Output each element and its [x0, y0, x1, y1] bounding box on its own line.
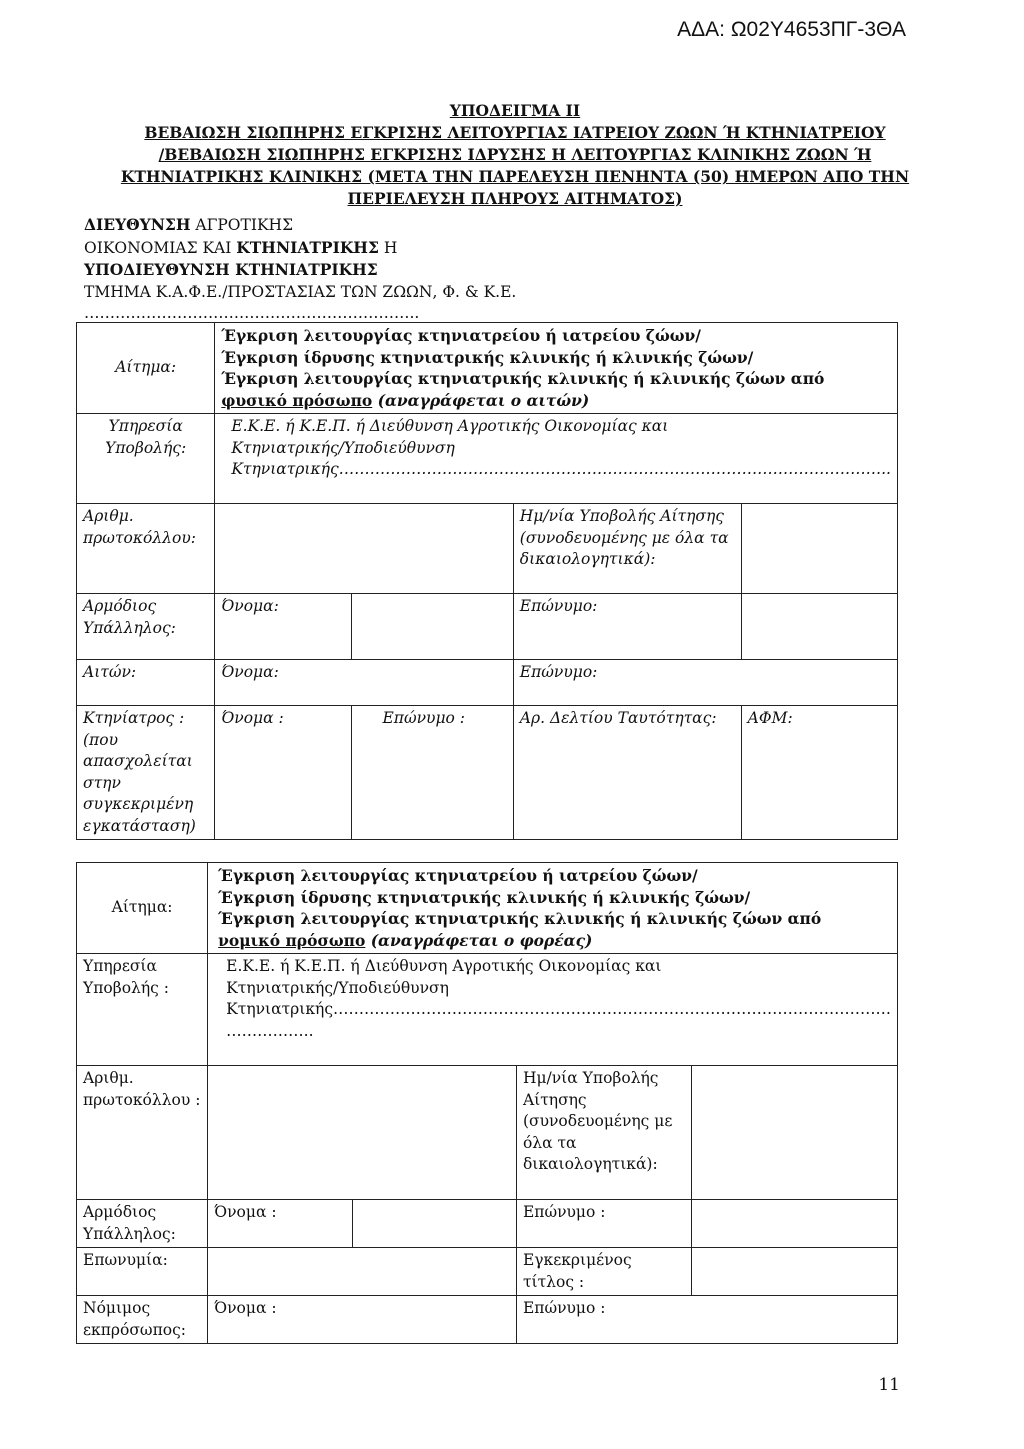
legal-rep-label: Νόμιμος εκπρόσωπος: [77, 1296, 208, 1344]
document-title [120, 100, 910, 210]
request-note: (αναγράφεται ο φορέας) [365, 930, 593, 950]
service-label-line: Υποβολής: [105, 438, 187, 457]
title-line: ΚΤΗΝΙΑΤΡΙΚΗΣ ΚΛΙΝΙΚΗΣ (ΜΕΤΑ ΤΗΝ ΠΑΡΕΛΕΥΣΗ ΠΕΝΗΝΤΑ (50) ΗΜΕΡΩΝ ΑΠΟ ΤΗΝ [120, 167, 910, 186]
officer-last-name-field[interactable] [692, 1200, 898, 1248]
company-name-label: Επωνυμία: [77, 1248, 208, 1296]
officer-first-name-label: Όνομα : [208, 1200, 353, 1248]
ada-code: ΑΔΑ: Ω02Υ4653ΠΓ-3ΘΑ [677, 18, 906, 41]
service-line: Κτηνιατρικής…………………………………………………………………………………………….. [231, 460, 891, 478]
approved-title-field[interactable] [692, 1248, 898, 1296]
dept-line [84, 237, 516, 260]
dept-bold: ΥΠΟΔΙΕΥΘΥΝΣΗ ΚΤΗΝΙΑΤΡΙΚΗΣ [84, 260, 378, 279]
request-line [218, 930, 891, 952]
natural-person-label: φυσικό πρόσωπο [221, 390, 373, 410]
applicant-first-name[interactable]: Όνομα: [215, 660, 513, 706]
dept-bold: ΔΙΕΥΘΥΝΣΗ [84, 215, 191, 234]
officer-first-name-field[interactable] [352, 1200, 516, 1248]
legal-rep-last-name[interactable]: Επώνυμο : [516, 1296, 897, 1344]
request-value [208, 863, 898, 954]
request-line [221, 368, 891, 411]
submission-date-field[interactable] [692, 1066, 898, 1200]
officer-first-name-label: Όνομα: [215, 594, 352, 660]
service-line: Ε.Κ.Ε. ή Κ.Ε.Π. ή Διεύθυνση Αγροτικής Οικονομίας και [226, 957, 662, 975]
page-number: 11 [878, 1375, 900, 1395]
legal-person-form [76, 862, 898, 1344]
dept-text: Η [378, 238, 398, 257]
service-line: Κτηνιατρικής/Υποδιεύθυνση [231, 438, 455, 457]
service-label: Υπηρεσία Υποβολής : [77, 954, 208, 1066]
dept-dots: ……………………………………………………….. [84, 304, 420, 322]
request-line: Έγκριση ίδρυσης κτηνιατρικής κλινικής ή κλινικής ζώων/ [218, 887, 751, 907]
officer-last-name-label: Επώνυμο : [516, 1200, 691, 1248]
dept-line [84, 259, 516, 282]
approved-title-label: Εγκεκριμένος τίτλος : [516, 1248, 691, 1296]
protocol-label: Αριθμ. πρωτοκόλλου: [77, 504, 215, 594]
company-name-field[interactable] [208, 1248, 517, 1296]
officer-last-name-field[interactable] [741, 594, 897, 660]
officer-first-name-field[interactable] [352, 594, 513, 660]
request-line: Έγκριση ίδρυσης κτηνιατρικής κλινικής ή κλινικής ζώων/ [221, 347, 754, 367]
service-value [208, 954, 898, 1066]
request-line: Έγκριση λειτουργίας κτηνιατρείου ή ιατρείου ζώων/ [221, 326, 701, 345]
title-line: ΥΠΟΔΕΙΓΜΑ ΙΙ [449, 101, 581, 120]
officer-label: Αρμόδιος Υπάλληλος: [77, 594, 215, 660]
dept-text: ΟΙΚΟΝΟΜΙΑΣ ΚΑΙ [84, 238, 237, 257]
request-line-text: Έγκριση λειτουργίας κτηνιατρικής κλινικής ή κλινικής ζώων από [221, 369, 825, 388]
department-block [84, 214, 516, 325]
service-value [215, 414, 898, 504]
submission-date-field[interactable] [741, 504, 897, 594]
request-label: Αίτημα: [77, 863, 208, 954]
applicant-label: Αιτών: [77, 660, 215, 706]
protocol-label: Αριθμ. πρωτοκόλλου : [77, 1066, 208, 1200]
dept-line: ΤΜΗΜΑ Κ.Α.Φ.Ε./ΠΡΟΣΤΑΣΙΑΣ ΤΩΝ ΖΩΩΝ, Φ. & Κ.Ε. [84, 282, 517, 301]
dept-bold: ΚΤΗΝΙΑΤΡΙΚΗΣ [236, 237, 379, 257]
service-label [77, 414, 215, 504]
submission-date-label: Ημ/νία Υποβολής Αίτησης (συνοδευομένης με όλα τα δικαιολογητικά): [516, 1066, 691, 1200]
request-note: (αναγράφεται ο αιτών) [372, 390, 590, 410]
service-line: Κτηνιατρικής/Υποδιεύθυνση [226, 978, 449, 997]
title-line: /ΒΕΒΑΙΩΣΗ ΣΙΩΠΗΡΗΣ ΕΓΚΡΙΣΗΣ ΙΔΡΥΣΗΣ Η ΛΕΙΤΟΥΡΓΙΑΣ ΚΛΙΝΙΚΗΣ ΖΩΩΝ Ή [158, 145, 872, 164]
officer-label: Αρμόδιος Υπάλληλος: [77, 1200, 208, 1248]
title-line: ΠΕΡΙΕΛΕΥΣΗ ΠΛΗΡΟΥΣ ΑΙΤΗΜΑΤΟΣ) [347, 189, 683, 208]
protocol-field[interactable] [215, 504, 513, 594]
title-line: ΒΕΒΑΙΩΣΗ ΣΙΩΠΗΡΗΣ ΕΓΚΡΙΣΗΣ ΛΕΙΤΟΥΡΓΙΑΣ ΙΑΤΡΕΙΟΥ ΖΩΩΝ Ή ΚΤΗΝΙΑΤΡΕΙΟΥ [144, 123, 886, 142]
applicant-last-name[interactable]: Επώνυμο: [513, 660, 897, 706]
service-line: Κτηνιατρικής……………………………………………………………………………………………… [226, 1000, 891, 1018]
request-line: Έγκριση λειτουργίας κτηνιατρικής κλινικής ή κλινικής ζώων από [218, 909, 822, 928]
protocol-field[interactable] [208, 1066, 517, 1200]
legal-person-label: νομικό πρόσωπο [218, 930, 366, 950]
vet-last-name[interactable]: Επώνυμο : [352, 706, 513, 840]
dept-line [84, 214, 516, 237]
vet-id-card[interactable]: Αρ. Δελτίου Ταυτότητας: [513, 706, 741, 840]
veterinarian-label: Κτηνίατρος : (που απασχολείται στην συγκεκριμένη εγκατάσταση) [77, 706, 215, 840]
request-value [215, 323, 898, 414]
service-line: …………….. [226, 1021, 314, 1040]
officer-last-name-label: Επώνυμο: [513, 594, 741, 660]
legal-rep-first-name[interactable]: Όνομα : [208, 1296, 517, 1344]
request-label: Αίτημα: [77, 323, 215, 414]
service-label-line: Υπηρεσία [108, 417, 183, 435]
submission-date-label: Ημ/νία Υποβολής Αίτησης (συνοδευομένης με όλα τα δικαιολογητικά): [513, 504, 741, 594]
vet-first-name[interactable]: Όνομα : [215, 706, 352, 840]
service-line: Ε.Κ.Ε. ή Κ.Ε.Π. ή Διεύθυνση Αγροτικής Οικονομίας και [231, 417, 669, 435]
dept-text: ΑΓΡΟΤΙΚΗΣ [190, 216, 294, 234]
vet-afm[interactable]: ΑΦΜ: [741, 706, 897, 840]
natural-person-form [76, 322, 898, 840]
request-line: Έγκριση λειτουργίας κτηνιατρείου ή ιατρείου ζώων/ [218, 866, 698, 885]
